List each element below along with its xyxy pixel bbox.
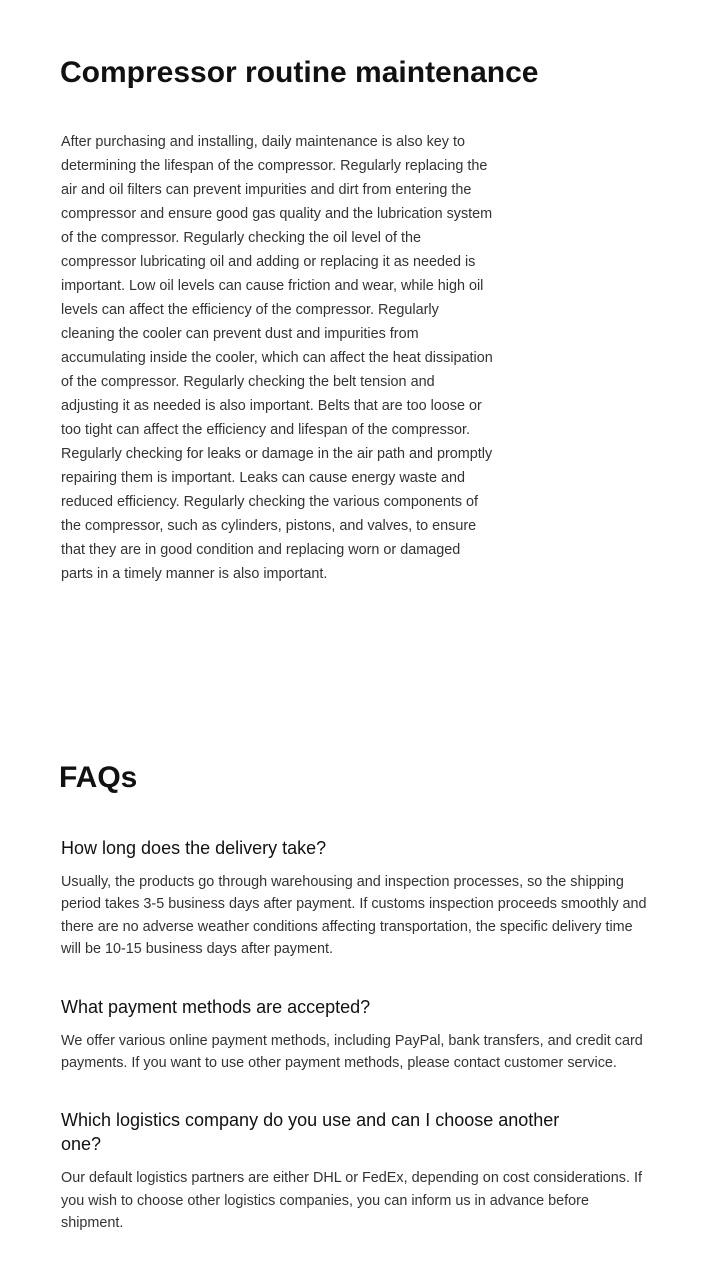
faqs-title: FAQs — [59, 761, 138, 794]
faq-item-payment — [61, 995, 661, 1075]
faq-question: What payment methods are accepted? — [61, 996, 371, 1017]
faq-item-logistics — [61, 1108, 661, 1234]
faq-answer: We offer various online payment methods, including PayPal, bank transfers, and credit card payments. If you want to use other payment methods, please contact customer service. — [61, 1032, 643, 1072]
faq-item-delivery — [61, 836, 661, 961]
article-body: After purchasing and installing, daily maintenance is also key to determining the lifespan of the compressor. Regularly replacing the air and oil filters can prevent impurities and dirt from entering the compressor and ensure good gas quality and the lubrication system of the compressor. Regularly checking the oil level of the compressor lubricating oil and adding or replacing it as needed is important. Low oil levels can cause friction and wear, while high oil levels can affect the efficiency of the compressor. Regularly cleaning the cooler can prevent dust and impurities from accumulating inside the cooler, which can affect the heat dissipation of the compressor. Regularly checking the belt tension and adjusting it as needed is also important. Belts that are too loose or too tight can affect the efficiency and lifespan of the compressor. Regularly checking for leaks or damage in the air path and promptly repairing them is important. Leaks can cause energy waste and reduced efficiency. Regularly checking the various components of the compressor, such as cylinders, pistons, and valves, to ensure that they are in good condition and replacing worn or damaged parts in a timely manner is also important. — [61, 134, 493, 582]
faq-list — [61, 836, 661, 1269]
faq-question: Which logistics company do you use and can I choose another one? — [61, 1110, 560, 1155]
faq-question: How long does the delivery take? — [61, 838, 327, 858]
faq-answer: Usually, the products go through warehousing and inspection processes, so the shipping period takes 3-5 business days after payment. If customs inspection proceeds smoothly and there are no adverse weather conditions affecting transportation, the specific delivery time will be 10-15 business days after payment. — [61, 874, 647, 958]
article-title: Compressor routine maintenance — [60, 56, 539, 89]
faq-answer: Our default logistics partners are either DHL or FedEx, depending on cost considerations. If you wish to choose other logistics companies, you can inform us in advance before shipment. — [61, 1170, 642, 1232]
